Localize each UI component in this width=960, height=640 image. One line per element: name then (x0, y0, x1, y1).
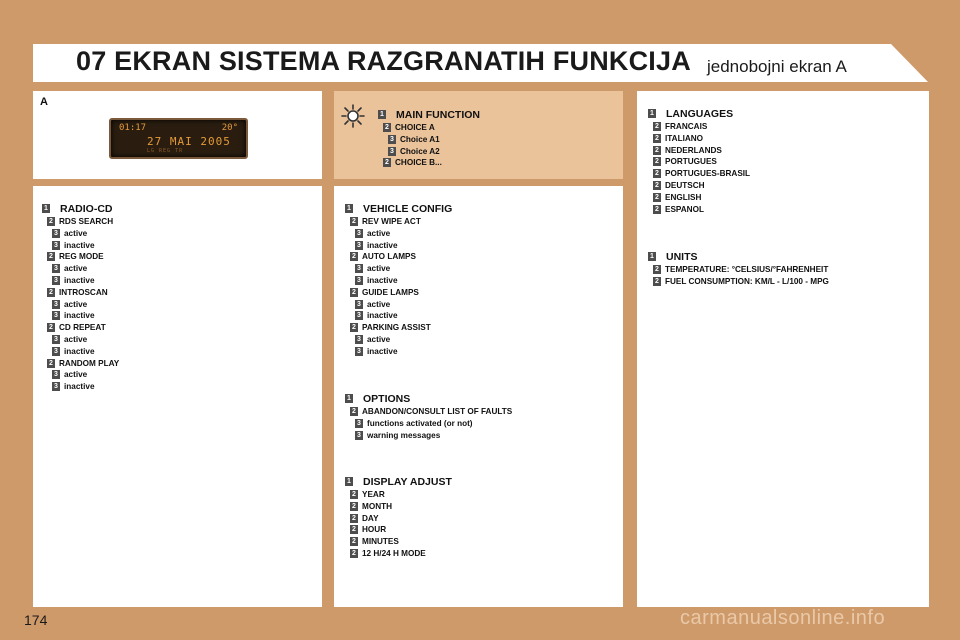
level-badge: 2 (383, 123, 391, 132)
menu-item-label: Choice A2 (400, 146, 440, 156)
menu-item-label: ABANDON/CONSULT LIST OF FAULTS (362, 407, 513, 416)
menu-item-label: inactive (64, 311, 95, 321)
level-badge: 1 (378, 110, 386, 119)
level-badge: 2 (350, 490, 358, 499)
level-badge: 2 (653, 193, 661, 202)
menu-item-label: active (64, 228, 88, 238)
level-badge: 2 (47, 252, 55, 261)
level-badge: 3 (355, 335, 363, 344)
level-badge: 2 (653, 134, 661, 143)
menu-item-label: REV WIPE ACT (362, 217, 421, 226)
level-badge: 3 (355, 431, 363, 440)
menu-item-label: REG MODE (59, 252, 104, 262)
level-badge: 3 (52, 335, 60, 344)
screen-indicators: LG REG TR (147, 148, 184, 154)
menu-item-label: active (367, 334, 391, 344)
level-badge: 2 (653, 122, 661, 131)
menu-item-label: inactive (64, 240, 95, 250)
level-badge: 2 (350, 502, 358, 511)
menu-item-label: OPTIONS (363, 393, 411, 405)
menu-item-label: HOUR (362, 525, 387, 535)
screen-label: A (40, 96, 48, 108)
level-badge: 1 (648, 252, 656, 261)
menu-item-label: active (367, 228, 391, 238)
level-badge: 3 (52, 276, 60, 285)
level-badge: 1 (345, 477, 353, 486)
menu-item-label: ESPANOL (665, 204, 704, 214)
screen-temp: 20° (221, 123, 238, 133)
menu-item-label: inactive (367, 240, 398, 250)
level-badge: 2 (653, 169, 661, 178)
level-badge: 3 (52, 382, 60, 391)
menu-item-label: ITALIANO (665, 133, 704, 143)
level-badge: 2 (383, 158, 391, 167)
watermark: carmanualsonline.info (680, 607, 886, 629)
level-badge: 3 (388, 147, 396, 156)
menu-item-label: VEHICLE CONFIG (363, 203, 453, 215)
menu-item-label: warning messages (367, 430, 441, 440)
level-badge: 3 (52, 229, 60, 238)
level-badge: 3 (52, 370, 60, 379)
page-subtitle: jednobojni ekran A (707, 57, 847, 76)
level-badge: 2 (350, 549, 358, 558)
level-badge: 3 (355, 347, 363, 356)
level-badge: 3 (355, 300, 363, 309)
level-badge: 3 (52, 347, 60, 356)
level-badge: 2 (350, 525, 358, 534)
level-badge: 1 (648, 109, 656, 118)
menu-item-label: active (64, 370, 88, 380)
menu-item-label: DEUTSCH (665, 180, 705, 190)
level-badge: 2 (653, 181, 661, 190)
menu-item-label: inactive (367, 311, 398, 321)
menu-item-label: DAY (362, 513, 379, 523)
menu-item-label: MAIN FUNCTION (396, 109, 480, 121)
level-badge: 2 (350, 288, 358, 297)
screen-time: 01:17 (119, 123, 147, 133)
level-badge: 2 (350, 252, 358, 261)
level-badge: 3 (355, 419, 363, 428)
level-badge: 2 (350, 323, 358, 332)
menu-item-label: inactive (367, 346, 398, 356)
level-badge: 2 (350, 514, 358, 523)
menu-item-label: TEMPERATURE: °CELSIUS/°FAHRENHEIT (665, 265, 829, 274)
menu-item-label: 12 H/24 H MODE (362, 548, 426, 558)
menu-item-label: active (64, 264, 88, 274)
level-badge: 3 (52, 241, 60, 250)
level-badge: 2 (350, 537, 358, 546)
level-badge: 3 (355, 264, 363, 273)
menu-item-label: inactive (64, 382, 95, 392)
screen-date: 27 MAI 2005 (147, 135, 231, 148)
level-badge: 2 (47, 217, 55, 226)
level-badge: 3 (52, 300, 60, 309)
level-badge: 3 (355, 241, 363, 250)
menu-item-label: GUIDE LAMPS (362, 287, 419, 297)
menu-item-label: inactive (367, 275, 398, 285)
page-title: 07 EKRAN SISTEMA RAZGRANATIH FUNKCIJA (76, 46, 691, 76)
level-badge: 3 (355, 229, 363, 238)
level-badge: 2 (350, 217, 358, 226)
level-badge: 3 (52, 311, 60, 320)
menu-item-label: LANGUAGES (666, 108, 734, 120)
display-screen (109, 118, 248, 159)
level-badge: 2 (653, 146, 661, 155)
menu-item-label: CHOICE B... (395, 158, 442, 168)
menu-item-label: inactive (64, 275, 95, 285)
menu-item-label: functions activated (or not) (367, 418, 473, 428)
menu-item-label: active (64, 334, 88, 344)
level-badge: 1 (42, 204, 50, 213)
level-badge: 2 (47, 359, 55, 368)
menu-item-label: CD REPEAT (59, 323, 106, 333)
menu-item-label: PORTUGUES-BRASIL (665, 169, 751, 179)
level-badge: 2 (653, 205, 661, 214)
menu-item-label: active (367, 299, 391, 309)
menu-item-label: MINUTES (362, 537, 399, 547)
menu-item-label: YEAR (362, 490, 385, 499)
menu-item-label: PARKING ASSIST (362, 323, 431, 333)
level-badge: 2 (653, 157, 661, 166)
page-number: 174 (24, 612, 48, 628)
level-badge: 2 (47, 323, 55, 332)
level-badge: 2 (653, 265, 661, 274)
level-badge: 3 (388, 135, 396, 144)
menu-item-label: MONTH (362, 501, 393, 511)
menu-item-label: DISPLAY ADJUST (363, 476, 452, 488)
menu-item-label: UNITS (666, 251, 698, 263)
level-badge: 2 (653, 277, 661, 286)
panel-main-function (334, 91, 623, 179)
menu-item-label: RADIO-CD (60, 203, 113, 215)
menu-item-label: active (64, 299, 88, 309)
level-badge: 2 (350, 407, 358, 416)
level-badge: 1 (345, 394, 353, 403)
menu-item-label: active (367, 264, 391, 274)
menu-item-label: CHOICE A (395, 123, 435, 132)
sun-icon (340, 103, 366, 129)
menu-item-label: inactive (64, 346, 95, 356)
level-badge: 3 (52, 264, 60, 273)
menu-item-label: INTROSCAN (59, 287, 108, 297)
menu-item-label: AUTO LAMPS (362, 252, 416, 262)
menu-item-label: FRANCAIS (665, 122, 708, 131)
menu-item-label: RANDOM PLAY (59, 358, 120, 368)
level-badge: 3 (355, 311, 363, 320)
level-badge: 1 (345, 204, 353, 213)
level-badge: 3 (355, 276, 363, 285)
menu-item-label: FUEL CONSUMPTION: KM/L - L/100 - MPG (665, 276, 829, 286)
menu-item-label: RDS SEARCH (59, 217, 114, 226)
menu-item-label: Choice A1 (400, 134, 440, 144)
menu-item-label: NEDERLANDS (665, 145, 722, 155)
level-badge: 2 (47, 288, 55, 297)
menu-item-label: PORTUGUES (665, 157, 717, 167)
menu-item-label: ENGLISH (665, 192, 702, 202)
